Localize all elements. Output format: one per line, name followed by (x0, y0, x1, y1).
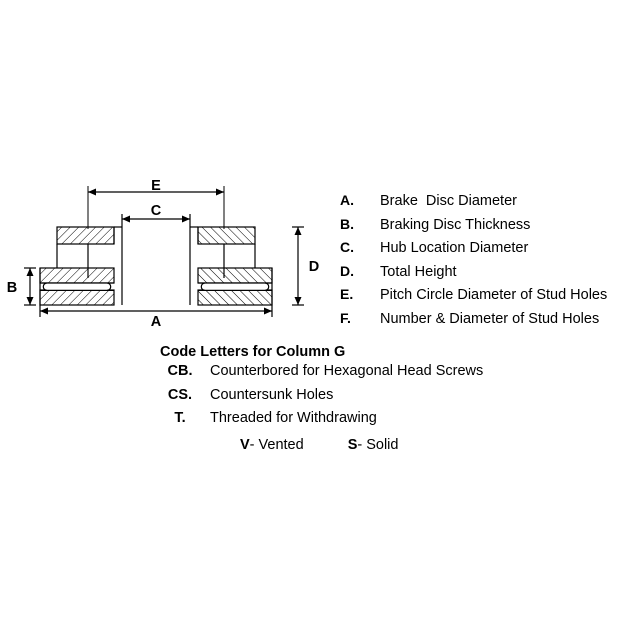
disc-section-svg (0, 0, 330, 340)
legend-text-b: Braking Disc Thickness (380, 216, 531, 233)
right-disc-body (198, 268, 272, 305)
code-key-cb: CB. (167, 363, 193, 379)
dimension-b (24, 268, 36, 305)
legend-key-e: E. (340, 286, 354, 302)
legend-key-a: A. (340, 192, 354, 208)
legend-text-a: Brake Disc Diameter (380, 193, 517, 209)
right-top-flange (198, 227, 255, 244)
center-hub-bore (114, 227, 198, 305)
legend-item-e (336, 286, 636, 310)
legend-item-d (336, 263, 636, 287)
legend-text-f: Number & Diameter of Stud Holes (380, 310, 600, 327)
label-d: D (308, 259, 320, 275)
dimension-d (292, 227, 304, 305)
label-b: B (6, 280, 18, 296)
legend-key-d: D. (340, 262, 354, 279)
legend-text-e: Pitch Circle Diameter of Stud Holes (380, 287, 608, 303)
code-letters-block (150, 344, 630, 434)
brake-disc-drawing (0, 0, 330, 340)
label-e: E (151, 178, 161, 194)
solid-text: - Solid (357, 437, 399, 453)
code-item-cb (150, 363, 630, 387)
legend-key-f: F. (340, 309, 351, 326)
legend-key-c: C. (340, 239, 354, 255)
vented-solid-footer (150, 437, 550, 453)
vented-code: V (240, 437, 250, 453)
legend-text-c: Hub Location Diameter (380, 240, 529, 256)
legend-key-b: B. (340, 215, 354, 232)
left-top-flange (57, 227, 114, 244)
code-letters-title: Code Letters for Column G (160, 344, 346, 360)
label-c: C (150, 203, 162, 219)
code-key-cs: CS. (167, 386, 193, 403)
code-item-cs (150, 387, 630, 411)
code-text-cs: Countersunk Holes (210, 386, 334, 403)
legend-item-b (336, 216, 636, 240)
section-connectors (57, 244, 255, 268)
code-text-cb: Counterbored for Hexagonal Head Screws (210, 363, 484, 379)
label-a: A (150, 314, 162, 330)
legend-item-f (336, 310, 636, 334)
legend-text-d: Total Height (380, 263, 457, 280)
code-item-t (150, 410, 630, 434)
dimension-legend (336, 192, 636, 333)
legend-item-c (336, 239, 636, 263)
code-key-t: T. (174, 410, 186, 426)
solid-code: S (347, 437, 358, 453)
code-text-t: Threaded for Withdrawing (210, 410, 377, 426)
legend-item-a (336, 192, 636, 216)
left-disc-body (40, 268, 114, 305)
vented-text: - Vented (249, 437, 304, 453)
